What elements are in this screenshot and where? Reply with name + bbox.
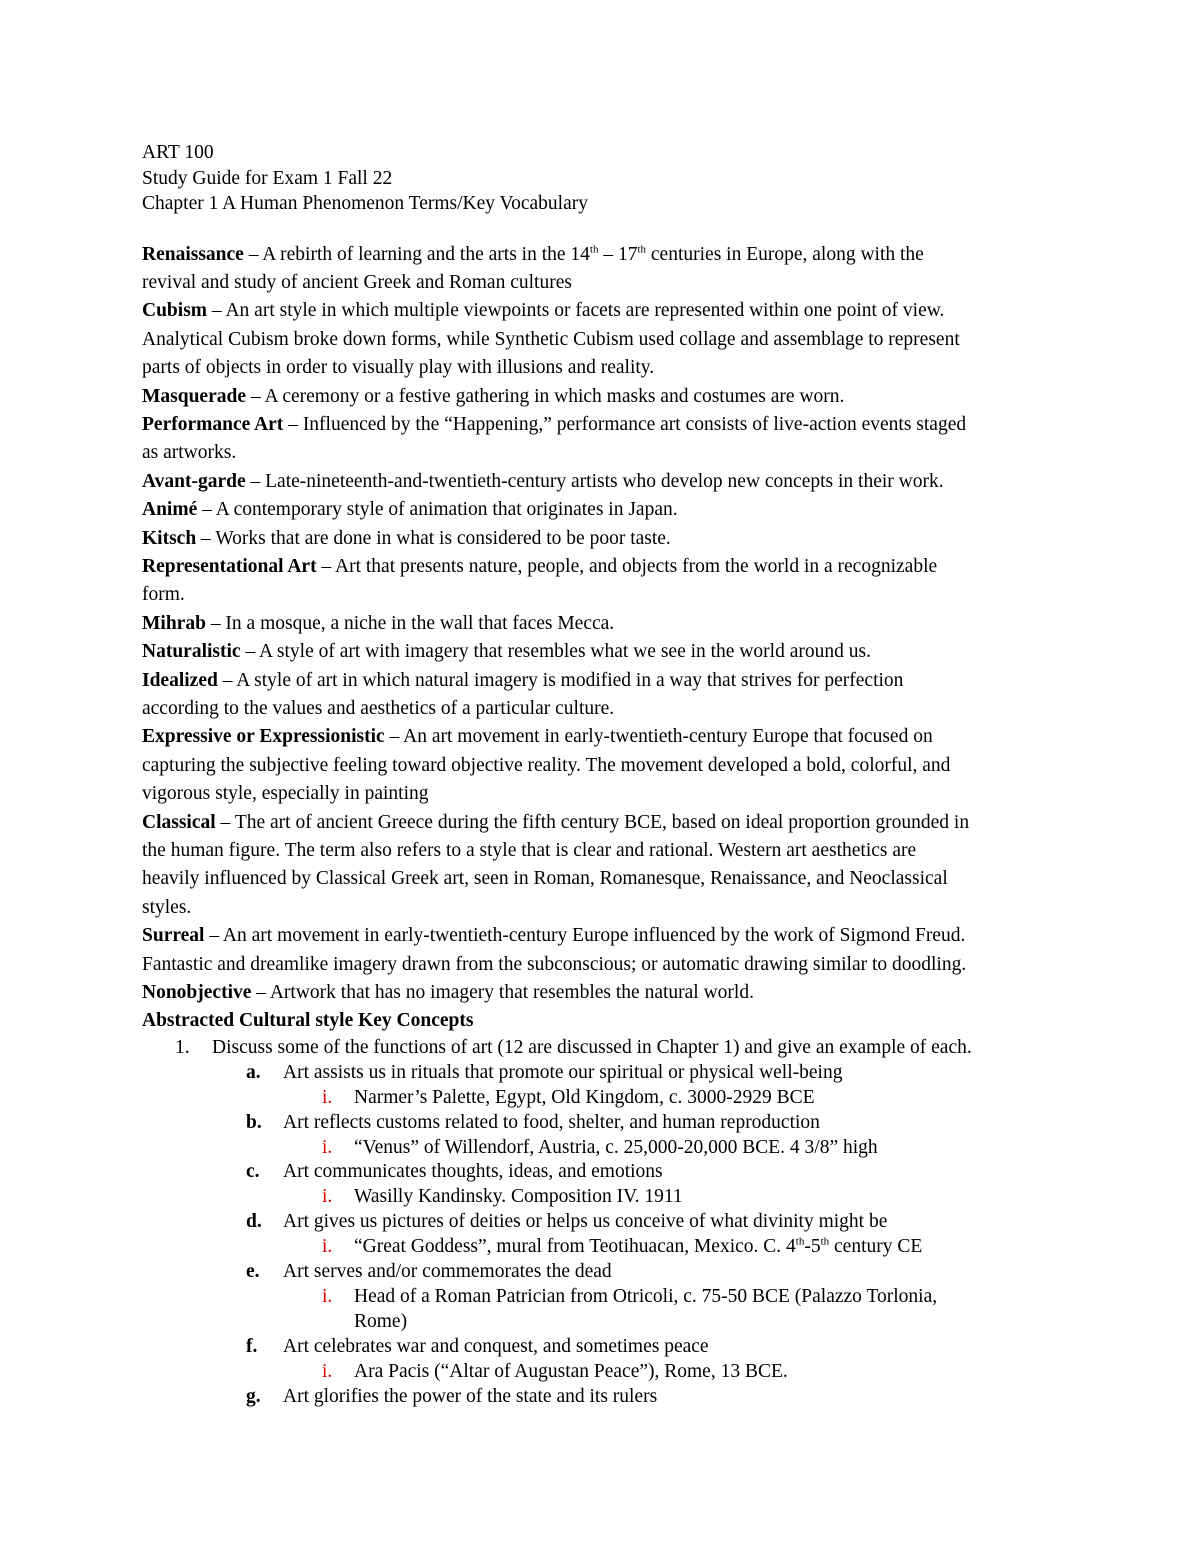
term-surreal <box>142 922 1062 950</box>
term-definition-line: vigorous style, especially in painting <box>142 783 429 805</box>
example-item <box>142 1235 1062 1260</box>
example-text: Narmer’s Palette, Egypt, Old Kingdom, c. 3000-2929 BCE <box>354 1086 815 1108</box>
superscript: th <box>637 243 647 255</box>
example-item <box>142 1360 1062 1385</box>
term-separator: – <box>197 499 216 521</box>
function-item <box>142 1335 1062 1360</box>
term-definition: Influenced by the “Happening,” performance art consists of live-action events staged <box>302 413 967 435</box>
term-separator: – <box>384 726 404 748</box>
term-separator: – <box>217 669 237 691</box>
list-letter: c. <box>246 1161 260 1183</box>
term-separator: – <box>205 612 226 634</box>
term-definition: – 17 <box>598 243 638 265</box>
course-title: ART 100 <box>142 142 214 163</box>
superscript: th <box>820 1235 830 1248</box>
function-item <box>142 1260 1062 1285</box>
term-separator: – <box>240 641 260 663</box>
term-mihrab <box>142 610 1062 638</box>
term-separator: – <box>283 413 303 435</box>
term-representational-art <box>142 553 1062 581</box>
guide-title: Study Guide for Exam 1 Fall 22 <box>142 167 393 189</box>
list-roman: i. <box>322 1136 333 1158</box>
term-label: Classical <box>142 811 216 833</box>
list-number: 1. <box>175 1036 190 1058</box>
function-text: Art glorifies the power of the state and its rulers <box>283 1385 658 1407</box>
term-definition: Art that presents nature, people, and objects from the world in a recognizable <box>335 555 938 577</box>
function-item <box>142 1160 1062 1185</box>
header-spacer <box>142 217 1062 241</box>
term-definition-line: parts of objects in order to visually play with illusions and reality. <box>142 357 655 379</box>
chapter-title: Chapter 1 A Human Phenomenon Terms/Key Vocabulary <box>142 193 588 214</box>
term-label: Expressive or Expressionistic <box>142 726 385 748</box>
term-label: Surreal <box>142 925 205 947</box>
example-text: century CE <box>829 1236 923 1258</box>
term-masquerade <box>142 383 1062 411</box>
question-text: Discuss some of the functions of art (12 are discussed in Chapter 1) and give an example of each. <box>212 1036 972 1058</box>
term-classical <box>142 809 1062 837</box>
term-label: Performance Art <box>142 413 284 435</box>
term-kitsch <box>142 525 1062 553</box>
term-label: Avant-garde <box>142 470 246 492</box>
term-definition: A ceremony or a festive gathering in which masks and costumes are worn. <box>264 385 845 407</box>
term-definition-line: revival and study of ancient Greek and Roman cultures <box>142 271 572 293</box>
term-performance-art <box>142 411 1062 439</box>
function-item <box>142 1210 1062 1235</box>
question-item <box>142 1036 1062 1061</box>
term-idealized <box>142 667 1062 695</box>
function-item <box>142 1385 1062 1410</box>
function-item <box>142 1061 1062 1086</box>
term-separator: – <box>316 555 336 577</box>
term-label: Renaissance <box>142 243 244 265</box>
term-separator: – <box>251 982 270 1004</box>
term-definition-line: as artworks. <box>142 442 237 464</box>
list-letter: a. <box>246 1061 261 1083</box>
term-definition-line: the human figure. The term also refers to a style that is clear and rational. Western art aesthetics are <box>142 840 917 862</box>
list-roman: i. <box>322 1360 333 1382</box>
list-letter: f. <box>246 1335 258 1357</box>
term-anime <box>142 496 1062 524</box>
list-letter: b. <box>246 1111 262 1133</box>
term-definition-line: Analytical Cubism broke down forms, while Synthetic Cubism used collage and assemblage to represent <box>142 328 960 350</box>
list-letter: g. <box>246 1385 261 1407</box>
function-text: Art serves and/or commemorates the dead <box>283 1261 612 1283</box>
list-roman: i. <box>322 1285 333 1307</box>
example-item <box>142 1285 1062 1310</box>
example-text: “Venus” of Willendorf, Austria, c. 25,000-20,000 BCE. 4 3/8” high <box>354 1136 878 1158</box>
term-label: Representational Art <box>142 555 317 577</box>
example-item <box>142 1185 1062 1210</box>
term-definition: An art movement in early-twentieth-century Europe that focused on <box>403 726 933 748</box>
term-separator: – <box>246 385 265 407</box>
list-roman: i. <box>322 1186 333 1208</box>
example-text: “Great Goddess”, mural from Teotihuacan, Mexico. C. 4 <box>354 1236 796 1258</box>
term-separator: – <box>243 243 263 265</box>
example-continuation <box>142 1310 1062 1335</box>
term-label: Nonobjective <box>142 982 252 1004</box>
term-definition: Works that are done in what is considered to be poor taste. <box>215 527 671 549</box>
term-definition: A rebirth of learning and the arts in the 14 <box>262 243 590 265</box>
term-definition: A contemporary style of animation that originates in Japan. <box>215 499 678 521</box>
term-separator: – <box>207 300 226 322</box>
term-naturalistic <box>142 638 1062 666</box>
term-definition: A style of art with imagery that resembles what we see in the world around us. <box>259 641 871 663</box>
example-item <box>142 1136 1062 1161</box>
term-separator: – <box>215 811 235 833</box>
term-definition-line: heavily influenced by Classical Greek art, seen in Roman, Romanesque, Renaissance, and Neoclassical <box>142 868 948 890</box>
list-letter: d. <box>246 1211 262 1233</box>
term-definition: A style of art in which natural imagery is modified in a way that strives for perfection <box>236 669 904 691</box>
function-text: Art gives us pictures of deities or helps us conceive of what divinity might be <box>283 1211 888 1233</box>
example-item <box>142 1086 1062 1111</box>
example-text: -5 <box>804 1236 821 1258</box>
example-text: Wasilly Kandinsky. Composition IV. 1911 <box>354 1186 683 1208</box>
term-nonobjective <box>142 979 1062 1007</box>
term-definition: Artwork that has no imagery that resembles the natural world. <box>269 982 754 1004</box>
function-item <box>142 1111 1062 1136</box>
term-definition-line: according to the values and aesthetics of a particular culture. <box>142 698 615 719</box>
example-text: Ara Pacis (“Altar of Augustan Peace”), Rome, 13 BCE. <box>354 1360 788 1382</box>
term-definition-line: styles. <box>142 896 192 918</box>
term-definition: The art of ancient Greece during the fifth century BCE, based on ideal proportion grounded in <box>234 811 970 833</box>
superscript: th <box>795 1235 805 1248</box>
function-text: Art celebrates war and conquest, and sometimes peace <box>283 1335 709 1357</box>
term-separator: – <box>204 925 223 947</box>
term-label: Cubism <box>142 300 208 322</box>
term-label: Naturalistic <box>142 641 241 663</box>
term-definition-line: Fantastic and dreamlike imagery drawn from the subconscious; or automatic drawing similar to doodling. <box>142 953 967 975</box>
term-cubism <box>142 297 1062 325</box>
superscript: th <box>589 243 599 255</box>
term-label: Mihrab <box>142 612 206 634</box>
term-separator: – <box>196 527 216 549</box>
term-expressionistic <box>142 723 1062 751</box>
term-definition-line: form. <box>142 584 185 606</box>
document-page <box>142 140 1062 1409</box>
term-definition-line: capturing the subjective feeling toward objective reality. The movement developed a bold, colorful, and <box>142 754 951 776</box>
example-text: Rome) <box>354 1310 408 1332</box>
term-label: Masquerade <box>142 385 246 407</box>
term-label: Animé <box>142 499 198 521</box>
example-text: Head of a Roman Patrician from Otricoli, c. 75-50 BCE (Palazzo Torlonia, <box>354 1285 938 1307</box>
term-avant-garde <box>142 468 1062 496</box>
term-label: Idealized <box>142 669 218 691</box>
list-roman: i. <box>322 1086 333 1108</box>
term-renaissance <box>142 241 1062 269</box>
term-label: Kitsch <box>142 527 197 549</box>
term-definition: An art movement in early-twentieth-century Europe influenced by the work of Sigmond Freud. <box>222 925 966 947</box>
function-text: Art communicates thoughts, ideas, and emotions <box>283 1161 663 1183</box>
term-separator: – <box>245 470 266 492</box>
term-definition: centuries in Europe, along with the <box>646 243 924 265</box>
term-definition: An art style in which multiple viewpoints or facets are represented within one point of view. <box>225 300 945 322</box>
function-text: Art assists us in rituals that promote our spiritual or physical well-being <box>283 1061 843 1083</box>
function-text: Art reflects customs related to food, shelter, and human reproduction <box>283 1111 820 1133</box>
list-letter: e. <box>246 1261 260 1283</box>
term-definition: In a mosque, a niche in the wall that faces Mecca. <box>225 612 615 634</box>
term-definition: Late-nineteenth-and-twentieth-century artists who develop new concepts in their work. <box>265 470 944 492</box>
list-roman: i. <box>322 1236 333 1258</box>
section-title: Abstracted Cultural style Key Concepts <box>142 1010 474 1032</box>
